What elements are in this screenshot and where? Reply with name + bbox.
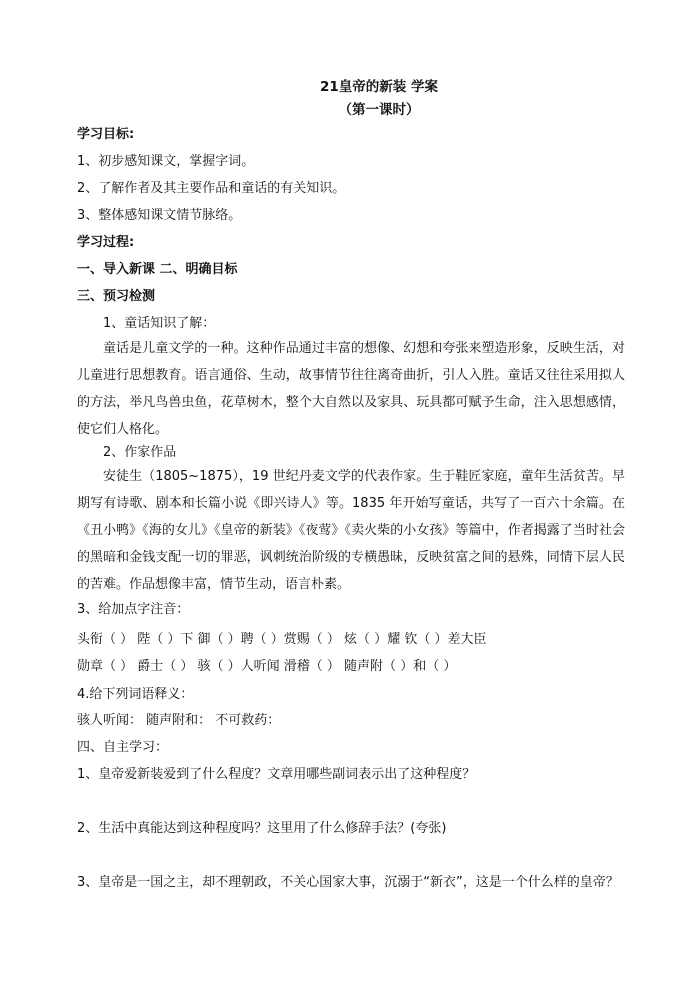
- objective-item-2: 2、了解作者及其主要作品和童话的有关知识。: [77, 181, 346, 196]
- question-1: 1、皇帝爱新装爱到了什么程度？文章用哪些副词表示出了这种程度？: [77, 767, 476, 782]
- objective-item-3: 3、整体感知课文情节脉络。: [77, 208, 242, 223]
- document-title: 21皇帝的新装 学案: [320, 79, 438, 95]
- author-heading: 2、作家作品: [103, 445, 177, 460]
- process-heading: 学习过程:: [77, 235, 135, 250]
- document-subtitle: （第一课时）: [338, 102, 420, 118]
- question-2: 2、生活中真能达到这种程度吗？这里用了什么修辞手法？(夸张): [77, 821, 447, 836]
- author-body: 安徒生（1805~1875），19 世纪丹麦文学的代表作家。生于鞋匠家庭，童年生活贫苦。早期写有诗歌、剧本和长篇小说《即兴诗人》等。1835 年开始写童话，共写了一百六十余篇。在《丑小鸭》《海的女儿》《皇帝的新装》《夜莺》《卖火柴的小女孩》等篇中，作者揭露了当时社会的黑暗和金钱支配一切的罪恶，讽刺统治阶级的专横愚昧，反映贫富之间的悬殊，同情下层人民的苦难。作品想像丰富，情节生动，语言朴素。: [77, 469, 625, 592]
- pinyin-heading: 3、给加点字注音：: [77, 602, 190, 617]
- pinyin-row-2: 勋章（ ） 爵士（ ） 骇（ ）人听闻 滑稽（ ） 随声附（ ）和（ ）: [77, 659, 457, 674]
- fairy-tale-heading: 1、童话知识了解：: [103, 316, 216, 331]
- self-study-heading: 四、自主学习：: [77, 740, 169, 755]
- vocab-heading: 4.给下列词语释义：: [77, 687, 194, 702]
- fairy-tale-body: 童话是儿童文学的一种。这种作品通过丰富的想像、幻想和夸张来塑造形象，反映生活，对儿童进行思想教育。语言通俗、生动，故事情节往往离奇曲折，引人入胜。童话又往往采用拟人的方法，举凡鸟兽虫鱼，花草树木，整个大自然以及家具、玩具都可赋予生命，注入思想感情，使它们人格化。: [77, 341, 625, 437]
- pinyin-row-1: 头衔（ ） 陛（ ）下 御（ ）聘（ ）赏赐（ ） 炫（ ）耀 钦（ ）差大臣: [77, 632, 487, 647]
- process-step-3: 三、预习检测: [77, 289, 156, 304]
- question-3: 3、皇帝是一国之主，却不理朝政，不关心国家大事，沉溺于“新衣”，这是一个什么样的皇帝？: [77, 875, 619, 890]
- process-steps-1-2: 一、导入新课 二、明确目标: [77, 262, 238, 277]
- objective-item-1: 1、初步感知课文，掌握字词。: [77, 154, 255, 169]
- objectives-heading: 学习目标:: [77, 127, 135, 142]
- vocab-row: 骇人听闻： 随声附和： 不可救药：: [77, 713, 281, 728]
